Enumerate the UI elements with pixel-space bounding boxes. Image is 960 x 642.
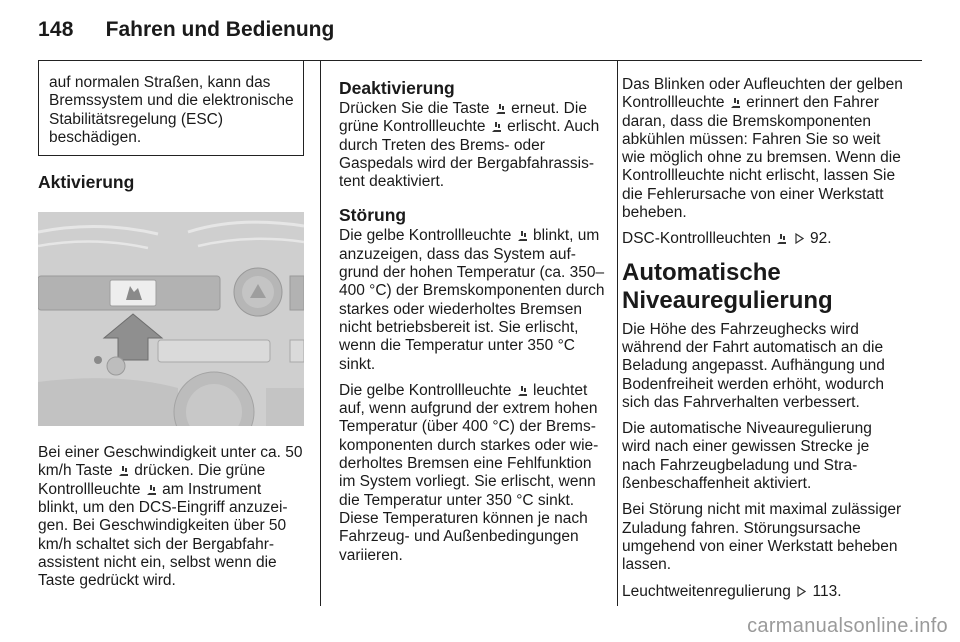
column-1	[38, 60, 304, 599]
hill-descent-symbol	[495, 102, 506, 115]
activation-heading: Aktivierung	[38, 172, 135, 193]
deact-text-b: erneut. Die grüne Kontrollleuchte	[339, 100, 587, 136]
column-2	[339, 60, 607, 573]
heading-line-1: Automatische	[622, 258, 781, 286]
column-divider-right	[617, 60, 618, 606]
headlight-range-text: Leuchtweitenregulierung	[622, 582, 791, 600]
dashboard-illustration	[38, 212, 304, 426]
level-control-heading	[622, 259, 904, 315]
heading-line-2: Niveauregulierung	[622, 286, 833, 314]
col3-paragraph-6	[622, 583, 904, 601]
hill-descent-symbol	[118, 464, 129, 477]
col3-paragraph-5: Bei Störung nicht mit maximal zulässiger Zuladung fahren. Störungsursache umgehend von einer Werkstatt beheben lassen.	[622, 501, 902, 574]
page-reference-icon	[797, 586, 806, 597]
col3-paragraph-1	[622, 76, 904, 222]
fault-paragraph-2	[339, 382, 607, 565]
fault-text-d: leuchtet auf, wenn aufgrund der extrem hohen Temperatur (über 400 °C) der Bremskomponenten durch starkes oder wiederholtes Bremsen eine Fehlfunktion im System vorliegt. Sie erlischt, wenn die Temperatur unter 350 °C sinkt. Diese Temperaturen können je nach Fahrzeug- und Außenbedingungen variieren.	[339, 381, 599, 564]
deact-text-a: Drücken Sie die Taste	[339, 100, 490, 117]
deactivation-heading: Deaktivierung	[339, 78, 455, 98]
col3-text-a: Das Blinken oder Aufleuchten der gelben Kontrollleuchte	[622, 76, 903, 112]
hill-descent-symbol	[517, 384, 528, 397]
warning-text: auf normalen Straßen, kann das Bremssystem und die elektronische Stabilitätsregelung (ESC) beschädigen.	[49, 74, 294, 146]
activation-text-b: drücken. Die grüne Kontrollleuchte	[38, 462, 266, 498]
col3-paragraph-4: Die automatische Niveauregulierung wird nach einer gewissen Strecke je nach Fahrzeugbeladung und Straßenbeschaffenheit aktiviert.	[622, 420, 872, 493]
section-title: Fahren und Bedienung	[105, 18, 335, 41]
deact-text-c: erlischt. Auch durch Treten des Brems- oder Gaspedals wird der Bergabfahrassistent deaktiviert.	[339, 118, 600, 191]
page-header	[38, 18, 334, 48]
deactivation-paragraph	[339, 100, 607, 191]
watermark: carmanualsonline.info	[747, 615, 948, 637]
column-3	[622, 60, 904, 609]
dsc-lamps-ref[interactable]: 92.	[809, 230, 832, 248]
hill-descent-symbol	[776, 232, 787, 245]
headlight-range-ref[interactable]: 113.	[812, 582, 842, 600]
page-number: 148	[38, 18, 74, 41]
col3-text-b: erinnert den Fahrer daran, dass die Bremskomponenten abkühlen müssen: Fahren Sie so weit wie möglich ohne zu bremsen. Wenn die Kontrollleuchte nicht erlischt, lassen Sie die Fehlerursache von einer Werkstatt beheben.	[622, 94, 901, 222]
dsc-lamps-text: DSC-Kontrollleuchten	[622, 230, 772, 248]
fault-text-a: Die gelbe Kontrollleuchte	[339, 227, 512, 245]
activation-text-a: Bei einer Geschwindigkeit unter ca. 50 km/h Taste	[38, 444, 303, 480]
hill-descent-symbol	[146, 483, 157, 496]
col3-paragraph-2	[622, 230, 904, 248]
col3-paragraph-3: Die Höhe des Fahrzeughecks wird während der Fahrt automatisch an die Beladung angepasst. Aufhängung und Bodenfreiheit werden erhöht, wodurch sich das Fahrverhalten verbessert.	[622, 320, 885, 411]
hill-descent-symbol	[491, 120, 502, 133]
fault-text-c: Die gelbe Kontrollleuchte	[339, 381, 512, 399]
activation-paragraph	[38, 444, 304, 590]
fault-paragraph-1	[339, 227, 607, 373]
fault-text-b: blinkt, um anzuzeigen, dass das System aufgrund der hohen Temperatur (ca. 350–400 °C) der Bremskomponenten durch starkes oder wiederholtes Bremsen nicht betriebsbereit ist. Sie erlischt, wenn die Temperatur unter 350 °C sinkt.	[339, 227, 605, 373]
column-divider-left	[320, 60, 321, 606]
activation-text-c: am Instrument blinkt, um den DCS-Eingriff anzuzeigen. Bei Geschwindigkeiten über 50 km/h schaltet sich der Bergabfahrassistent nicht ein, selbst wenn die Taste gedrückt wird.	[38, 480, 288, 590]
hill-descent-symbol	[730, 96, 741, 109]
fault-heading: Störung	[339, 205, 407, 226]
dashboard-figure	[38, 212, 304, 426]
page-reference-icon	[795, 233, 804, 244]
warning-box	[38, 60, 304, 156]
hill-descent-symbol	[517, 229, 528, 242]
